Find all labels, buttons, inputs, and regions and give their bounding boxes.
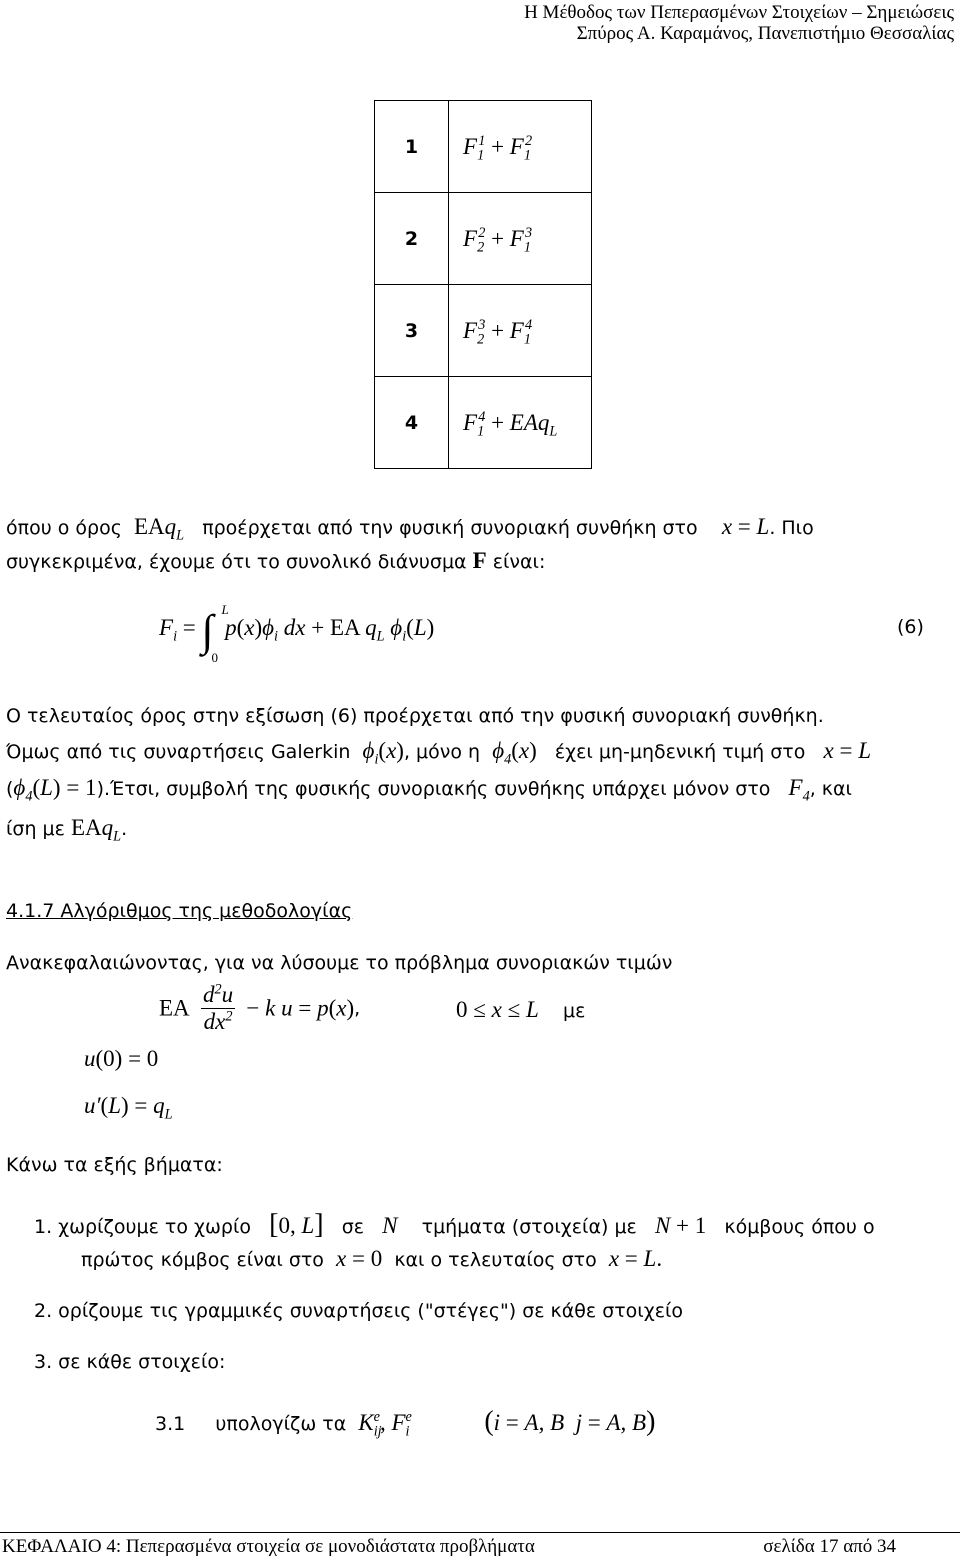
section-heading: 4.1.7 Αλγόριθμος της μεθοδολογίας <box>6 900 353 922</box>
header-title: Η Μέθοδος των Πεπερασμένων Στοιχείων – Σημειώσεις <box>524 2 954 23</box>
row-number: 3 <box>375 285 449 377</box>
paragraph-4: Κάνω τα εξής βήματα: <box>6 1154 223 1176</box>
force-assembly-table <box>374 100 592 469</box>
paragraph-1-line-2: συγκεκριμένα, έχουμε ότι το συνολικό διάνυσμα F είναι: <box>6 548 546 573</box>
paragraph-2-line-2: Όμως από τις συναρτήσεις Galerkin $\phi_i(x)$, μόνο η $\phi_4(x)$ έχει μη-μηδενική τιμή στο x = L <box>6 738 871 768</box>
boundary-condition-1: u(0) = 0 <box>84 1046 159 1071</box>
row-expression: $F_2^2 + F_1^3$ <box>449 193 592 285</box>
footer-chapter: ΚΕΦΑΛΑΙΟ 4: Πεπερασμένα στοιχεία σε μονοδιάστατα προβλήματα <box>2 1536 535 1557</box>
equation-number: (6) <box>897 616 924 638</box>
paragraph-2-line-3: $(\phi_4(L) = 1).Έ\tau\sigma\iota$, συμβολή της φυσικής συνοριακής συνθήκης υπάρχει μόνον στο $F_4$, και <box>6 775 852 805</box>
paragraph-2-line-1: Ο τελευταίος όρος στην εξίσωση (6) προέρχεται από την φυσική συνοριακή συνθήκη. <box>6 705 824 727</box>
table-row <box>375 101 592 193</box>
step-3-1: 3.1 υπολογίζω τα $K_{ij}^e$, $F_i^e$ (i = A, B j = A, B) <box>155 1406 656 1440</box>
table-row <box>375 377 592 469</box>
row-expression: $F_1^4 + EAq_L$ <box>449 377 592 469</box>
step-1-line-1: 1. χωρίζουμε το χωρίο [0, L] σε N τμήματα (στοιχεία) με N + 1 κόμβους όπου ο <box>34 1209 875 1240</box>
equation-6: $F_i$ = ∫ L 0 $p(x)\phi_i$ dx + ΕΑ $q_L$ $\phi_i(L)$ <box>159 602 435 665</box>
header-author: Σπύρος Α. Καραμάνος, Πανεπιστήμιο Θεσσαλίας <box>576 23 954 44</box>
with-label: με <box>563 1000 586 1022</box>
math-eaql: ΕΑq$_L$ <box>133 514 185 544</box>
step-1-line-2: πρώτος κόμβος είναι στο x = 0 και ο τελευταίος στο x = L. <box>81 1246 663 1271</box>
row-expression: $F_2^3 + F_1^4$ <box>449 285 592 377</box>
table-row <box>375 193 592 285</box>
table-row <box>375 285 592 377</box>
domain-inequality: 0 ≤ x ≤ L <box>456 997 539 1022</box>
step-3: 3. σε κάθε στοιχείο: <box>34 1351 226 1373</box>
paragraph-1-line-1: όπου ο όρος ΕΑq$_L$ προέρχεται από την φυσική συνοριακή συνθήκη στο x = L. Πιο <box>6 514 814 544</box>
math-x-eq-l: x = L <box>721 514 770 539</box>
row-number: 1 <box>375 101 449 193</box>
paragraph-2-line-4: ίση με ΕΑq$_L$. <box>6 815 128 845</box>
footer-page-number: σελίδα 17 από 34 <box>763 1536 896 1557</box>
row-number: 2 <box>375 193 449 285</box>
row-expression: $F_1^1 + F_1^2$ <box>449 101 592 193</box>
row-number: 4 <box>375 377 449 469</box>
page-footer <box>0 1532 960 1561</box>
ode-equation: ΕΑ $\frac{d^2u}{dx^2}$ − k u = p(x), <box>159 981 361 1034</box>
paragraph-3: Ανακεφαλαιώνοντας, για να λύσουμε το πρόβλημα συνοριακών τιμών <box>6 952 673 974</box>
running-header <box>524 2 954 44</box>
boundary-condition-2: $u'(L) = q_L$ <box>84 1093 173 1123</box>
math-vector-f: F <box>472 548 487 573</box>
step-2: 2. ορίζουμε τις γραμμικές συναρτήσεις ("στέγες") σε κάθε στοιχείο <box>34 1300 684 1322</box>
